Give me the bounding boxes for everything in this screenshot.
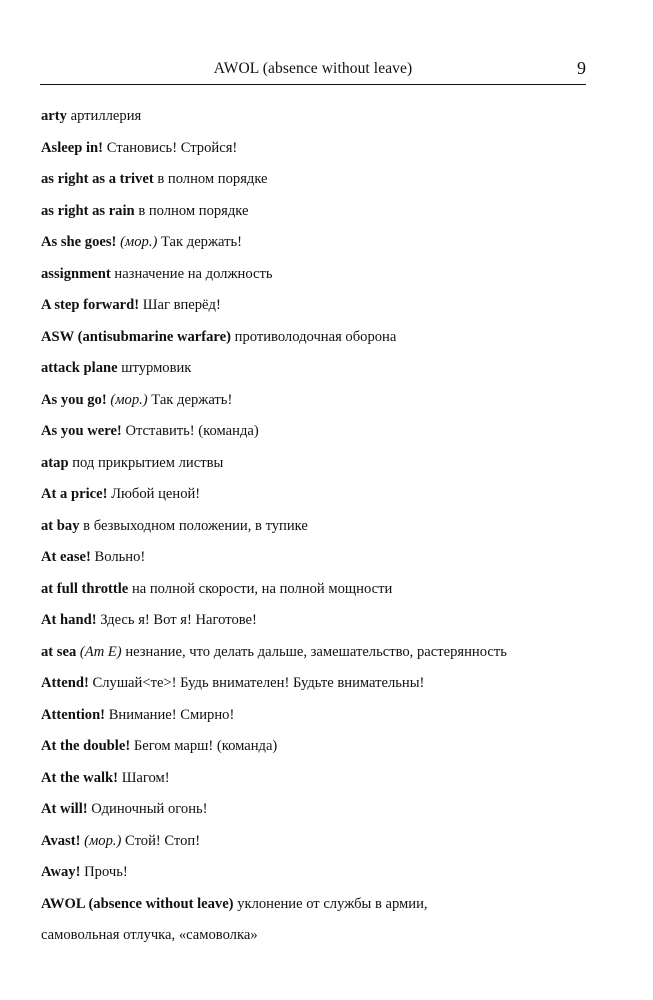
header-rule xyxy=(40,84,586,85)
entry-term: Attend! xyxy=(41,675,89,691)
dictionary-entries xyxy=(41,101,601,952)
entry-definition: Слушай<те>! Будь внимателен! Будьте внимательны! xyxy=(92,675,425,691)
dictionary-entry xyxy=(41,542,601,574)
dictionary-entry xyxy=(41,794,601,826)
dictionary-entry xyxy=(41,668,601,700)
entry-definition: уклонение от службы в армии, xyxy=(237,895,428,912)
dictionary-entry xyxy=(41,731,601,763)
dictionary-entry xyxy=(41,511,601,543)
entry-term: At hand! xyxy=(41,612,97,628)
entry-term: ASW (antisubmarine warfare) xyxy=(41,328,231,345)
entry-term: as right as a trivet xyxy=(41,171,154,187)
entry-term: As you were! xyxy=(41,423,122,439)
dictionary-entry xyxy=(41,196,601,228)
dictionary-entry xyxy=(41,259,601,291)
entry-definition: в полном порядке xyxy=(157,171,268,187)
entry-note: (Am E) xyxy=(79,643,122,660)
entry-term: At a price! xyxy=(41,486,108,502)
entry-term: as right as rain xyxy=(41,202,135,219)
entry-term: At the walk! xyxy=(41,769,119,786)
dictionary-entry xyxy=(41,227,601,259)
dictionary-entry xyxy=(41,164,601,196)
entry-definition: артиллерия xyxy=(70,108,142,124)
entry-term: AWOL (absence without leave) xyxy=(41,895,234,912)
dictionary-entry xyxy=(41,448,601,480)
entry-definition: противолодочная оборона xyxy=(234,328,397,345)
entry-definition: Шагом! xyxy=(121,769,170,786)
entry-definition: в безвыходном положении, в тупике xyxy=(83,517,308,534)
dictionary-entry xyxy=(41,920,601,952)
entry-term: atap xyxy=(41,454,69,471)
dictionary-entry xyxy=(41,763,601,795)
entry-term: At the double! xyxy=(41,738,131,754)
entry-term: Asleep in! xyxy=(41,139,104,156)
entry-definition: Стой! Стоп! xyxy=(125,832,201,849)
dictionary-entry xyxy=(41,322,601,354)
entry-definition: Вольно! xyxy=(94,549,146,565)
entry-term: As she goes! xyxy=(41,234,117,250)
dictionary-entry xyxy=(41,700,601,732)
dictionary-entry xyxy=(41,133,601,165)
dictionary-entry xyxy=(41,416,601,448)
dictionary-entry xyxy=(41,637,601,669)
entry-term: at sea xyxy=(41,643,77,660)
dictionary-entry xyxy=(41,290,601,322)
entry-term: As you go! xyxy=(41,391,107,408)
entry-definition: штурмовик xyxy=(121,360,192,376)
dictionary-entry xyxy=(41,826,601,858)
entry-definition: Бегом марш! (команда) xyxy=(133,738,278,754)
entry-term: Attention! xyxy=(41,706,106,723)
dictionary-entry xyxy=(41,385,601,417)
entry-definition: Так держать! xyxy=(151,391,233,408)
entry-definition: Любой ценой! xyxy=(111,486,201,502)
entry-note: (мор.) xyxy=(110,391,148,408)
entry-definition: на полной скорости, на полной мощности xyxy=(131,580,393,597)
entry-definition: назначение на должность xyxy=(114,265,273,282)
entry-definition: Здесь я! Вот я! Наготове! xyxy=(100,612,257,628)
dictionary-entry xyxy=(41,605,601,637)
dictionary-entry xyxy=(41,574,601,606)
entry-definition: Шаг вперёд! xyxy=(142,297,221,313)
entry-definition: Отставить! (команда) xyxy=(125,423,259,439)
entry-definition: Становись! Стройся! xyxy=(106,139,238,156)
entry-term: attack plane xyxy=(41,360,118,376)
entry-note: (мор.) xyxy=(84,832,122,849)
entry-term: At will! xyxy=(41,801,88,817)
entry-definition: Внимание! Смирно! xyxy=(108,706,235,723)
entry-definition: Прочь! xyxy=(84,864,128,880)
entry-term: assignment xyxy=(41,265,111,282)
header-title: AWOL (absence without leave) xyxy=(213,60,413,77)
dictionary-entry xyxy=(41,857,601,889)
running-header xyxy=(40,60,586,82)
entry-definition: самовольная отлучка, «самоволка» xyxy=(41,927,258,943)
entry-term: Avast! xyxy=(41,832,81,849)
entry-term: A step forward! xyxy=(41,297,140,313)
entry-definition: Так держать! xyxy=(161,234,243,250)
dictionary-entry xyxy=(41,101,601,133)
entry-term: Away! xyxy=(41,864,81,880)
entry-definition: в полном порядке xyxy=(138,202,249,219)
page-number: 9 xyxy=(577,58,586,78)
entry-term: at bay xyxy=(41,517,80,534)
entry-definition: Одиночный огонь! xyxy=(91,801,208,817)
entry-definition: под прикрытием листвы xyxy=(72,454,224,471)
dictionary-entry xyxy=(41,353,601,385)
dictionary-entry xyxy=(41,889,601,921)
entry-term: at full throttle xyxy=(41,580,129,597)
entry-term: arty xyxy=(41,108,67,124)
dictionary-entry xyxy=(41,479,601,511)
entry-definition: незнание, что делать дальше, замешательство, растерянность xyxy=(125,643,507,660)
entry-term: At ease! xyxy=(41,549,91,565)
entry-note: (мор.) xyxy=(120,234,158,250)
